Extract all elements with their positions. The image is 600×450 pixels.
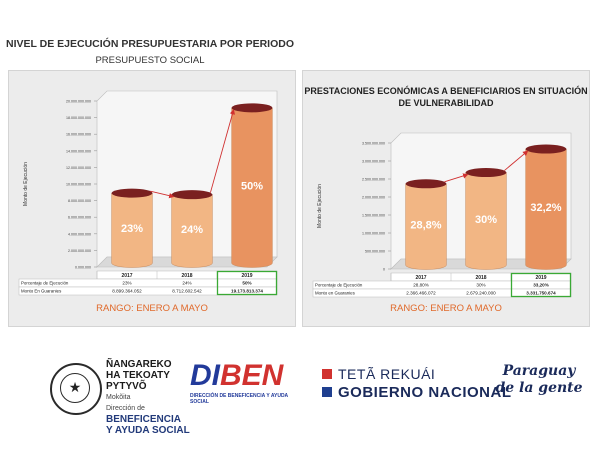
blue-square-icon (322, 387, 332, 397)
diben-logo (190, 359, 300, 405)
table-cell: 8.712.602.542 (172, 288, 202, 294)
y-tick-label: 2.000.000.000 (362, 195, 385, 200)
logo-strip (0, 345, 600, 445)
bar-top (526, 145, 567, 154)
y-tick-label: 2.500.000.000 (362, 177, 385, 182)
table-cell: 8.899.364.052 (112, 288, 142, 294)
bar-top (112, 189, 153, 198)
y-tick-label: 2.000.000.000 (68, 248, 91, 253)
y-tick-label: 0 (383, 267, 385, 272)
bar-data-label: 24% (180, 223, 204, 236)
y-tick-label: 12.000.000.000 (66, 165, 91, 170)
x-tick-label: 2019 (535, 274, 547, 281)
y-tick-label: 500.000.000 (365, 249, 385, 254)
table-cell: 30% (476, 282, 486, 288)
y-tick-label: 8.000.000.000 (68, 199, 91, 204)
table-cell: 24% (182, 280, 192, 286)
y-tick-label: 10.000.000.000 (66, 182, 91, 187)
gov-line5: BENEFICENCIA (106, 414, 182, 425)
paraguay-de-la-gente-logo (494, 363, 584, 397)
chart-panel-prestaciones (302, 70, 590, 327)
page-title: NIVEL DE EJECUCIÓN PRESUPUESTARIA POR PERIODO (5, 38, 295, 50)
x-tick-label: 2017 (121, 272, 133, 279)
y-tick-label: 4.000.000.000 (68, 232, 91, 237)
gov-line2: HA TEKOATY PYTYVÕ (106, 370, 170, 392)
gov-line4: Dirección de (106, 405, 145, 412)
paraguay-line1: Paraguay (502, 363, 576, 379)
x-tick-label: 2018 (181, 272, 193, 279)
national-seal-icon: ★ (50, 363, 102, 415)
gov-line3: Mokõita (106, 394, 131, 401)
diben-subtitle: DIRECCIÓN DE BENEFICENCIA Y AYUDA SOCIAL (190, 393, 288, 405)
table-cell: 23% (122, 280, 132, 286)
y-axis-label: Monto de Ejecución (317, 184, 323, 228)
beneficencia-logo (106, 359, 196, 436)
y-tick-label: 1.500.000.000 (362, 213, 385, 218)
x-tick-label: 2017 (415, 274, 427, 281)
table-cell: 19.173.813.374 (231, 288, 263, 294)
diben-a: DI (190, 359, 220, 392)
y-tick-label: 6.000.000.000 (68, 215, 91, 220)
gov-line6: Y AYUDA SOCIAL (106, 425, 190, 436)
chart-presupuesto-social (9, 71, 295, 326)
table-cell: 2.679.240.000 (466, 290, 496, 296)
teta-line1: TETÃ REKUÁI (338, 366, 436, 382)
table-row-label: Porcentaje de Ejecución (21, 280, 69, 286)
x-tick-label: 2019 (241, 272, 253, 279)
y-tick-label: 16.000.000.000 (66, 132, 91, 137)
chart-prestaciones (303, 71, 589, 326)
table-row-label: Monto En Guaranies (21, 288, 62, 294)
paraguay-line2: de la gente (495, 380, 583, 396)
bar-data-label: 23% (120, 223, 144, 236)
range-label: RANGO: ENERO A MAYO (390, 303, 502, 314)
table-cell: 2.366.466.072 (406, 290, 436, 296)
range-label: RANGO: ENERO A MAYO (96, 303, 208, 314)
bar-top (232, 103, 273, 112)
bar-top (466, 168, 507, 177)
diben-b: BEN (220, 359, 284, 392)
table-row-label: Monto en Guaranies (315, 290, 355, 296)
table-cell: 3.331.750.674 (526, 290, 556, 296)
y-tick-label: 14.000.000.000 (66, 149, 91, 154)
bar-top (172, 190, 213, 199)
table-row-label: Porcentaje de Ejecución (315, 282, 363, 288)
y-tick-label: 3.000.000.000 (362, 159, 385, 164)
red-square-icon (322, 369, 332, 379)
bar-top (406, 179, 447, 188)
y-tick-label: 20.000.000.000 (66, 99, 91, 104)
table-cell: 28,80% (413, 282, 429, 288)
bar-data-label: 28,8% (410, 219, 442, 232)
y-tick-label: 3.500.000.000 (362, 141, 385, 146)
y-tick-label: 0.000.000 (75, 265, 91, 270)
y-tick-label: 1.000.000.000 (362, 231, 385, 236)
page-subtitle: PRESUPUESTO SOCIAL (95, 55, 205, 66)
chart-title: PRESTACIONES ECONÓMICAS A BENEFICIARIOS EN SITUACIÓN DE VULNERABILIDAD (304, 86, 588, 108)
gobierno-nacional-logo (322, 365, 512, 401)
bar-data-label: 30% (474, 213, 498, 226)
y-axis-label: Monto de Ejecución (23, 162, 29, 206)
bar-data-label: 50% (240, 180, 264, 193)
teta-line2: GOBIERNO NACIONAL (338, 383, 512, 401)
gov-line1: ÑANGAREKO (106, 359, 172, 370)
chart-panel-presupuesto-social (8, 70, 296, 327)
y-tick-label: 18.000.000.000 (66, 116, 91, 121)
bar-data-label: 32,2% (530, 202, 562, 215)
table-cell: 33,20% (533, 282, 549, 288)
table-cell: 50% (242, 280, 252, 286)
x-tick-label: 2018 (475, 274, 487, 281)
